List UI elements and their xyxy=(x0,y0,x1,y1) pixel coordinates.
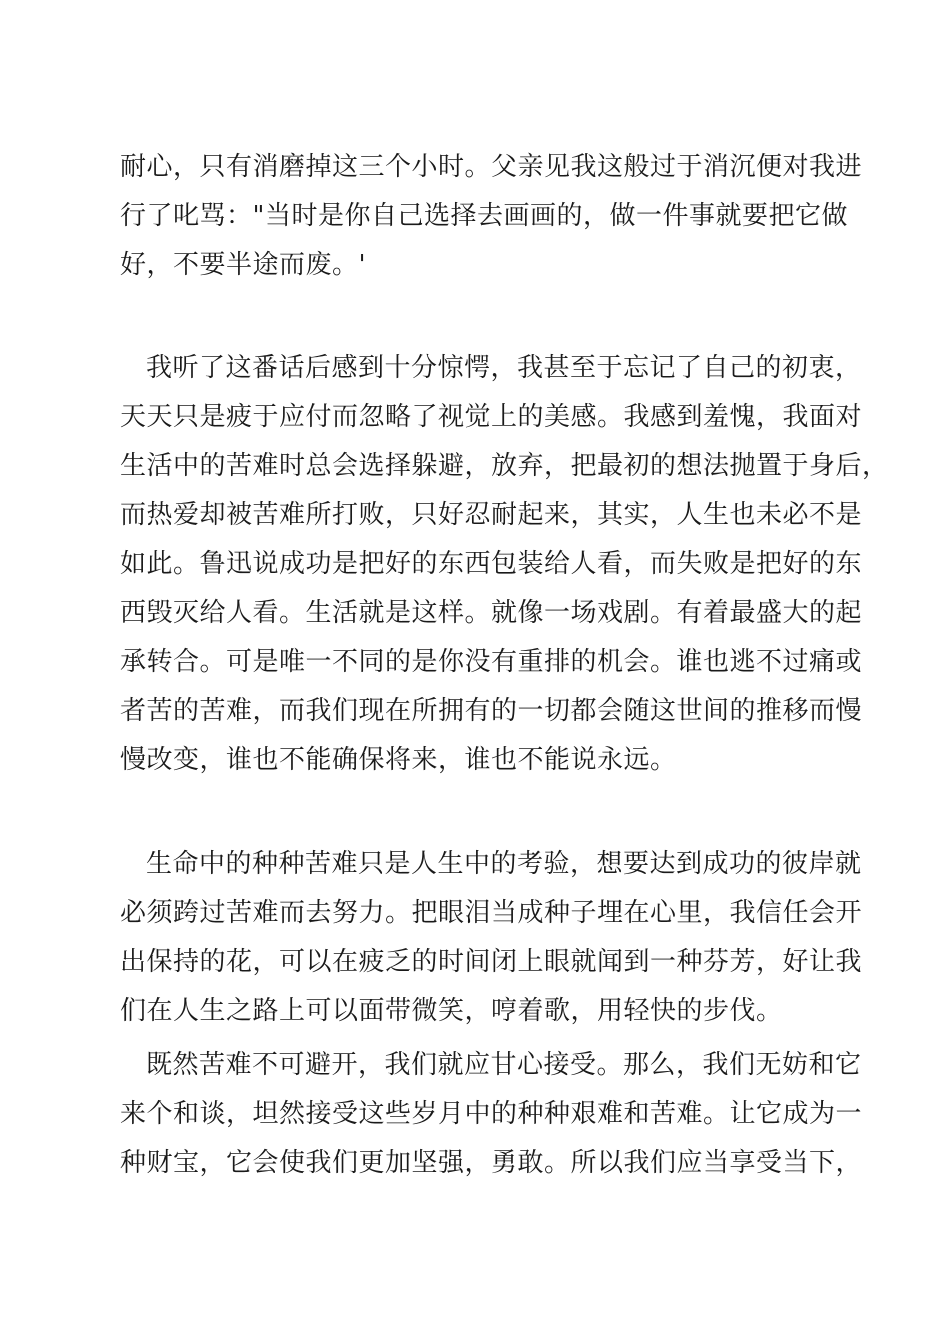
text-line: 如此。鲁迅说成功是把好的东西包装给人看，而失败是把好的东 xyxy=(120,549,863,579)
text-line: 出保持的花，可以在疲乏的时间闭上眼就闻到一种芬芳，好让我 xyxy=(120,947,863,977)
text-line: 们在人生之路上可以面带微笑，哼着歌，用轻快的步伐。 xyxy=(120,996,783,1026)
text-line: 既然苦难不可避开，我们就应甘心接受。那么，我们无妨和它 xyxy=(146,1050,862,1080)
text-line: 种财宝，它会使我们更加坚强，勇敢。所以我们应当享受当下， xyxy=(120,1148,863,1178)
text-line: 生活中的苦难时总会选择躲避，放弃，把最初的想法抛置于身后， xyxy=(120,451,889,481)
text-line: 承转合。可是唯一不同的是你没有重排的机会。谁也逃不过痛或 xyxy=(120,647,863,677)
text-line: 我听了这番话后感到十分惊愕，我甚至于忘记了自己的初衷， xyxy=(146,353,862,383)
text-line: 西毁灭给人看。生活就是这样。就像一场戏剧。有着最盛大的起 xyxy=(120,598,863,628)
text-line: 耐心，只有消磨掉这三个小时。父亲见我这般过于消沉便对我进 xyxy=(120,152,863,182)
text-line: 而热爱却被苦难所打败，只好忍耐起来，其实，人生也未必不是 xyxy=(120,500,863,530)
text-line: 行了叱骂："当时是你自己选择去画画的，做一件事就要把它做 xyxy=(120,201,848,231)
text-line: 慢改变，谁也不能确保将来，谁也不能说永远。 xyxy=(120,745,677,775)
text-line: 生命中的种种苦难只是人生中的考验，想要达到成功的彼岸就 xyxy=(146,849,862,879)
text-line: 来个和谈，坦然接受这些岁月中的种种艰难和苦难。让它成为一 xyxy=(120,1099,863,1129)
text-line: 好，不要半途而废。' xyxy=(120,250,367,280)
text-line: 者苦的苦难，而我们现在所拥有的一切都会随这世间的推移而慢 xyxy=(120,696,863,726)
text-line: 必须跨过苦难而去努力。把眼泪当成种子埋在心里，我信任会开 xyxy=(120,898,863,928)
text-line: 天天只是疲于应付而忽略了视觉上的美感。我感到羞愧，我面对 xyxy=(120,402,863,432)
